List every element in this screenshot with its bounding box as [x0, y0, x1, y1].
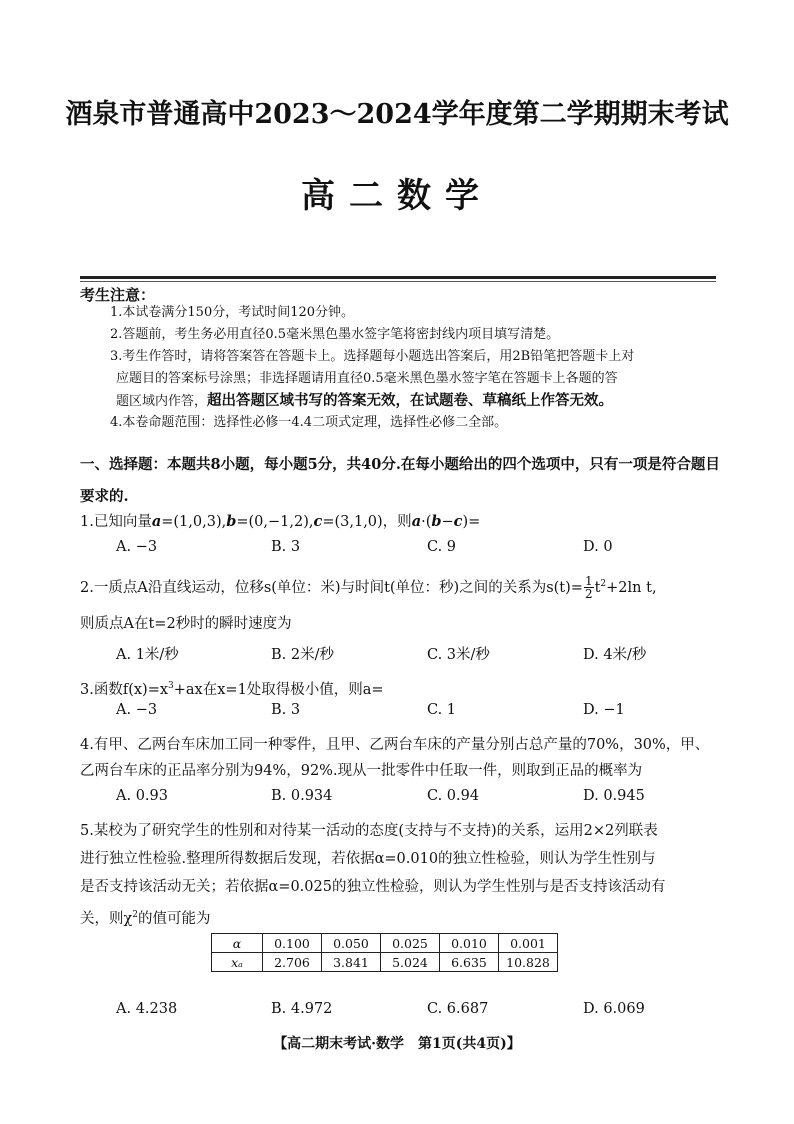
critical-value-table [211, 933, 558, 972]
q1-text-c: =(0,−1,2), [236, 514, 314, 530]
table-cell: 10.828 [499, 953, 558, 972]
exam-subject: 高二数学 [301, 176, 493, 216]
notice-item-3-cont2 [116, 390, 726, 413]
table-cell: 0.010 [440, 934, 499, 953]
q1-expr-b: b [431, 513, 442, 530]
q1-option-b[interactable]: B. 3 [271, 539, 301, 555]
q1-option-d[interactable]: D. 0 [583, 539, 613, 555]
table-row-alpha [212, 934, 558, 953]
q5-line4-a: 关，则χ [80, 910, 133, 927]
q5-option-a[interactable]: A. 4.238 [116, 1001, 178, 1017]
q3-option-b[interactable]: B. 3 [271, 702, 301, 718]
q4-option-d[interactable]: D. 0.945 [583, 788, 645, 804]
table-cell: 5.024 [381, 953, 440, 972]
q1-vec-b: b [226, 513, 237, 530]
q2-option-a[interactable]: A. 1米/秒 [116, 647, 179, 663]
q2-fraction [584, 575, 594, 600]
notice-item-4: 4.本卷命题范围：选择性必修一4.4二项式定理，选择性必修二全部。 [110, 415, 508, 430]
q1-option-c[interactable]: C. 9 [427, 539, 457, 555]
table-cell: 3.841 [322, 953, 381, 972]
q1-expr-a: a [411, 513, 422, 530]
notice-item-3: 3.考生作答时，请将答案答在答题卡上。选择题每小题选出答案后，用2B铅笔把答题卡上对 [110, 349, 635, 364]
section-heading: 一、选择题：本题共8小题，每小题5分，共40分.在每小题给出的四个选项中，只有一项是符合题目要求的. [80, 456, 720, 505]
question-4 [80, 734, 709, 756]
q2-exponent: 2 [600, 579, 607, 589]
q2-option-d[interactable]: D. 4米/秒 [583, 647, 647, 663]
table-cell: 0.100 [263, 934, 322, 953]
header-divider-thin [80, 281, 716, 282]
question-2 [80, 573, 657, 600]
q3-option-d[interactable]: D. −1 [583, 702, 625, 718]
q1-text-d: =(3,1,0)，则 [322, 514, 412, 530]
q2-frac-num: 1 [584, 574, 593, 589]
q1-option-a[interactable]: A. −3 [116, 539, 158, 555]
table-cell: 6.635 [440, 953, 499, 972]
q4-option-b[interactable]: B. 0.934 [271, 788, 333, 804]
q5-line2: 进行独立性检验.整理所得数据后发现，若依据α=0.010的独立性检验，则认为学生性别与 [80, 851, 656, 867]
q4-line2: 乙两台车床的正品率分别为94%，92%.现从一批零件中任取一件，则取到正品的概率为 [80, 763, 643, 779]
q1-vec-c: c [313, 513, 323, 530]
q1-expr-dot: ·( [421, 514, 432, 530]
notice-item-2: 2.答题前，考生务必用直径0.5毫米黑色墨水签字笔将密封线内项目填写清楚。 [110, 327, 560, 342]
q3-option-a[interactable]: A. −3 [116, 702, 158, 718]
q4-option-a[interactable]: A. 0.93 [116, 788, 168, 804]
table-row-x [212, 953, 558, 972]
q3-option-c[interactable]: C. 1 [427, 702, 457, 718]
q5-number: 5. [80, 823, 94, 839]
notice-item-1: 1.本试卷满分150分，考试时间120分钟。 [110, 305, 355, 320]
notice-item-3-bold: 超出答题区域书写的答案无效，在试题卷、草稿纸上作答无效。 [207, 392, 614, 409]
q5-option-d[interactable]: D. 6.069 [583, 1001, 645, 1017]
q2-option-c[interactable]: C. 3米/秒 [427, 647, 490, 663]
q2-line1-b: t [594, 579, 601, 596]
q1-text-b: =(1,0,3), [161, 514, 227, 530]
q2-line2: 则质点A在t=2秒时的瞬时速度为 [80, 616, 292, 632]
q2-frac-den: 2 [584, 587, 593, 602]
table-cell: 0.050 [322, 934, 381, 953]
q5-option-b[interactable]: B. 4.972 [271, 1001, 333, 1017]
question-5 [80, 820, 658, 842]
notice-item-3-cont: 应题目的答案标号涂黑；非选择题请用直径0.5毫米黑色墨水签字笔在答题卡上各题的答 [116, 371, 618, 386]
table-header-x: xₐ [212, 953, 263, 972]
q3-number: 3. [80, 681, 94, 698]
table-cell: 0.025 [381, 934, 440, 953]
q4-number: 4. [80, 737, 94, 753]
q5-chi-exponent: 2 [132, 910, 139, 920]
exam-title: 酒泉市普通高中2023～2024学年度第二学期期末考试 [65, 99, 729, 130]
notice-item-3-tail: 题区域内作答， [116, 394, 208, 409]
page-footer: 【高二期末考试·数学 第1页(共4页)】 [273, 1036, 521, 1052]
q1-text-a: 已知向量 [93, 514, 152, 530]
question-1 [80, 511, 480, 533]
q5-line3: 是否支持该活动无关；若依据α=0.025的独立性检验，则认为学生性别与是否支持该活动有 [80, 879, 666, 895]
table-cell: 0.001 [499, 934, 558, 953]
q4-option-c[interactable]: C. 0.94 [427, 788, 480, 804]
q3-exponent: 3 [168, 681, 174, 691]
question-3 [80, 675, 384, 701]
q5-line1: 某校为了研究学生的性别和对待某一活动的态度(支持与不支持)的关系，运用2×2列联表 [93, 823, 658, 839]
q2-number: 2. [80, 579, 94, 596]
q1-expr-minus: − [441, 514, 454, 530]
q3-text-a: 函数f(x)=x [93, 681, 169, 698]
table-header-alpha: α [212, 934, 263, 953]
q5-option-c[interactable]: C. 6.687 [427, 1001, 489, 1017]
q1-expr-end: )= [462, 514, 481, 530]
header-divider [80, 276, 716, 279]
table-cell: 2.706 [263, 953, 322, 972]
q1-expr-c: c [453, 513, 463, 530]
q4-line1: 有甲、乙两台车床加工同一种零件，且甲、乙两台车床的产量分别占总产量的70%，30%，甲、 [93, 737, 710, 753]
q1-vec-a: a [151, 513, 162, 530]
q5-line4 [80, 904, 211, 930]
q1-number: 1. [80, 514, 94, 530]
q2-line1-c: +2ln t, [606, 579, 657, 596]
q5-line4-b: 的值可能为 [138, 910, 211, 927]
q2-line1-a: 一质点A沿直线运动，位移s(单位：米)与时间t(单位：秒)之间的关系为s(t)= [93, 579, 583, 596]
q2-option-b[interactable]: B. 2米/秒 [271, 647, 334, 663]
q3-text-b: +ax在x=1处取得极小值，则a= [173, 681, 384, 698]
notice-heading: 考生注意： [80, 286, 156, 304]
